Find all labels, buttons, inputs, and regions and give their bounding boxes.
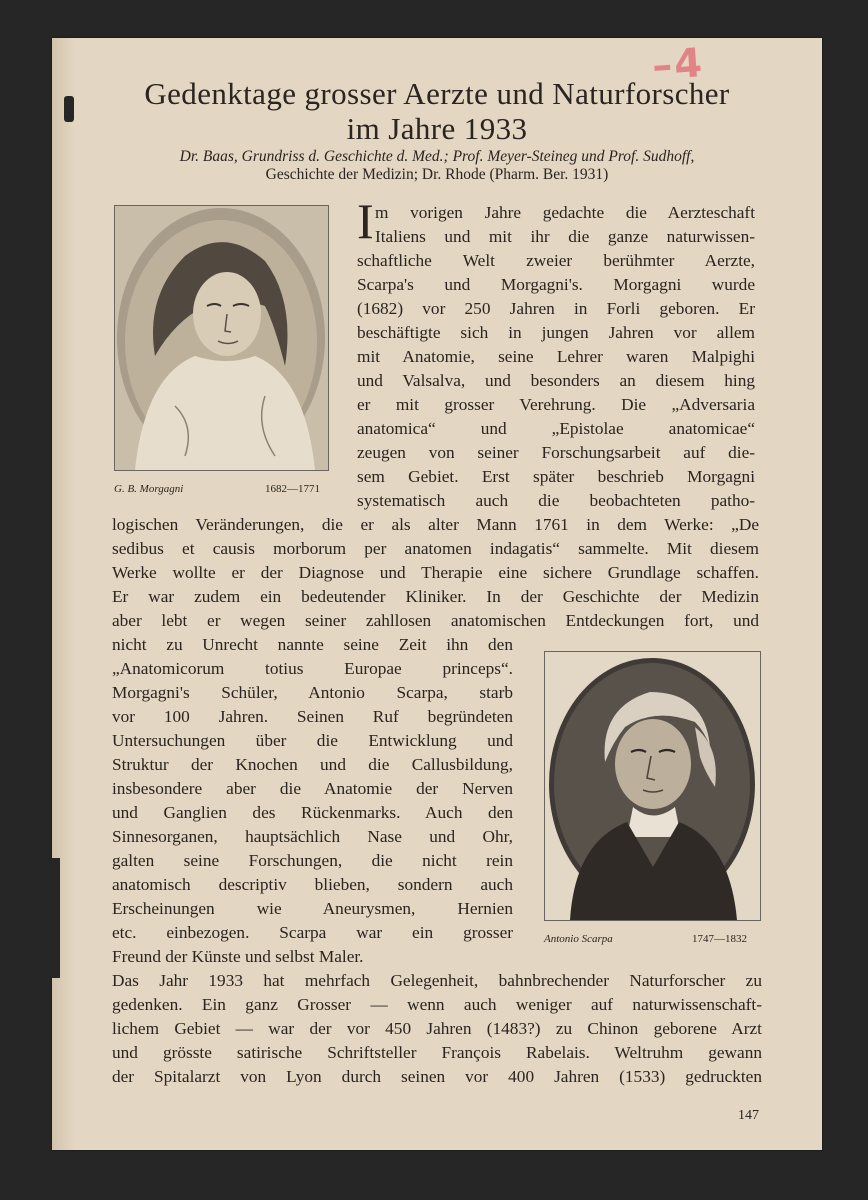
text-line: aber lebt er wegen seiner zahllosen anatomischen Entdeckungen fort, und [112,611,759,630]
morgagni-portrait-drawing [115,206,328,470]
text-line: Das Jahr 1933 hat mehrfach Gelegenheit, bahnbrechender Naturforscher zu [112,971,762,990]
article-full-width-1 [112,513,759,633]
text-line: „Anatomicorum totius Europae princeps“. [112,659,513,678]
text-line: Er war zudem ein bedeutender Kliniker. In der Geschichte der Medizin [112,587,759,606]
text-line: lichem Gebiet — war der vor 450 Jahren (1483?) zu Chinon geborene Arzt [112,1019,762,1038]
text-line: sedibus et causis morborum per anatomen indagatis“ sammelte. Mit diesem [112,539,759,558]
text-line: beschäftigte sich in jungen Jahren vor allem [357,323,755,342]
text-line: systematisch auch die beobachteten patho- [357,491,755,510]
text-line: schaftliche Welt zweier berühmter Aerzte, [357,251,755,270]
text-line: insbesondere aber die Anatomie der Nerven [112,779,513,798]
morgagni-caption-years: 1682—1771 [265,483,320,495]
text-line: Sinnesorganen, hauptsächlich Nase und Ohr, [112,827,513,846]
document-page [52,38,822,1150]
sources-line-2: Geschichte der Medizin; Dr. Rhode (Pharm. Ber. 1931) [265,166,609,183]
drop-cap: I [357,193,374,249]
handwritten-mark: –4 [650,40,706,90]
text-line: und grösste satirische Schriftsteller François Rabelais. Weltruhm gewann [112,1043,762,1062]
text-line: zeugen von seiner Forschungsarbeit auf die- [357,443,755,462]
scarpa-caption-years: 1747—1832 [692,933,747,945]
text-line: gedenken. Ein ganz Grosser — wenn auch weniger auf naturwissenschaft- [112,995,762,1014]
page-title-line-1: Gedenktage grosser Aerzte und Naturforscher [144,76,730,111]
text-line: anatomisch descriptiv blieben, sondern auch [112,875,513,894]
text-line: etc. einbezogen. Scarpa war ein grosser [112,923,513,942]
text-line: der Spitalarzt von Lyon durch seinen vor 400 Jahren (1533) gedruckten [112,1067,762,1086]
text-line: galten seine Forschungen, die nicht rein [112,851,513,870]
text-line: Italiens und mit ihr die ganze naturwissen- [375,227,755,246]
scarpa-portrait-drawing [545,652,760,920]
article-full-width-2 [112,969,762,1089]
scarpa-caption-name: Antonio Scarpa [544,933,613,945]
text-line: (1682) vor 250 Jahren in Forli geboren. Er [357,299,755,318]
text-line: Freund der Künste und selbst Maler. [112,947,364,966]
sources-text-1: Dr. Baas, Grundriss d. Geschichte d. Med.; Prof. Meyer-Steineg und Prof. Sudhoff, [179,148,695,165]
text-line: m vorigen Jahre gedachte die Aerzteschaft [375,203,755,222]
text-line: Struktur der Knochen und die Callusbildung, [112,755,513,774]
text-line: Morgagni's Schüler, Antonio Scarpa, starb [112,683,513,702]
torn-edge [50,858,60,978]
text-line: mit Anatomie, seine Lehrer waren Malpighi [357,347,755,366]
page-number: 147 [738,1108,759,1123]
text-line: Werke wollte er der Diagnose und Therapie eine sichere Grundlage schaffen. [112,563,759,582]
text-line: nicht zu Unrecht nannte seine Zeit ihn den [112,635,513,654]
text-line: Scarpa's und Morgagni's. Morgagni wurde [357,275,755,294]
text-line: anatomica“ und „Epistolae anatomicae“ [357,419,755,438]
article-column-2 [112,633,513,969]
text-line: Erscheinungen wie Aneurysmen, Hernien [112,899,513,918]
scarpa-portrait-image [544,651,761,921]
text-line: vor 100 Jahren. Seinen Ruf begründeten [112,707,513,726]
sources-line-1 [52,148,822,166]
article-column-1 [357,201,755,513]
text-line: Untersuchungen über die Entwicklung und [112,731,513,750]
morgagni-caption-name: G. B. Morgagni [114,483,184,495]
text-line: logischen Veränderungen, die er als alter Mann 1761 in dem Werke: „De [112,515,759,534]
text-line: und Ganglien des Rückenmarks. Auch den [112,803,513,822]
page-title-line-2: im Jahre 1933 [346,111,528,146]
morgagni-portrait-image [114,205,329,471]
text-line: und Valsalva, und besonders an diesem hing [357,371,755,390]
text-line: er mit grosser Verehrung. Die „Adversaria [357,395,755,414]
text-line: sem Gebiet. Erst später beschrieb Morgagni [357,467,755,486]
